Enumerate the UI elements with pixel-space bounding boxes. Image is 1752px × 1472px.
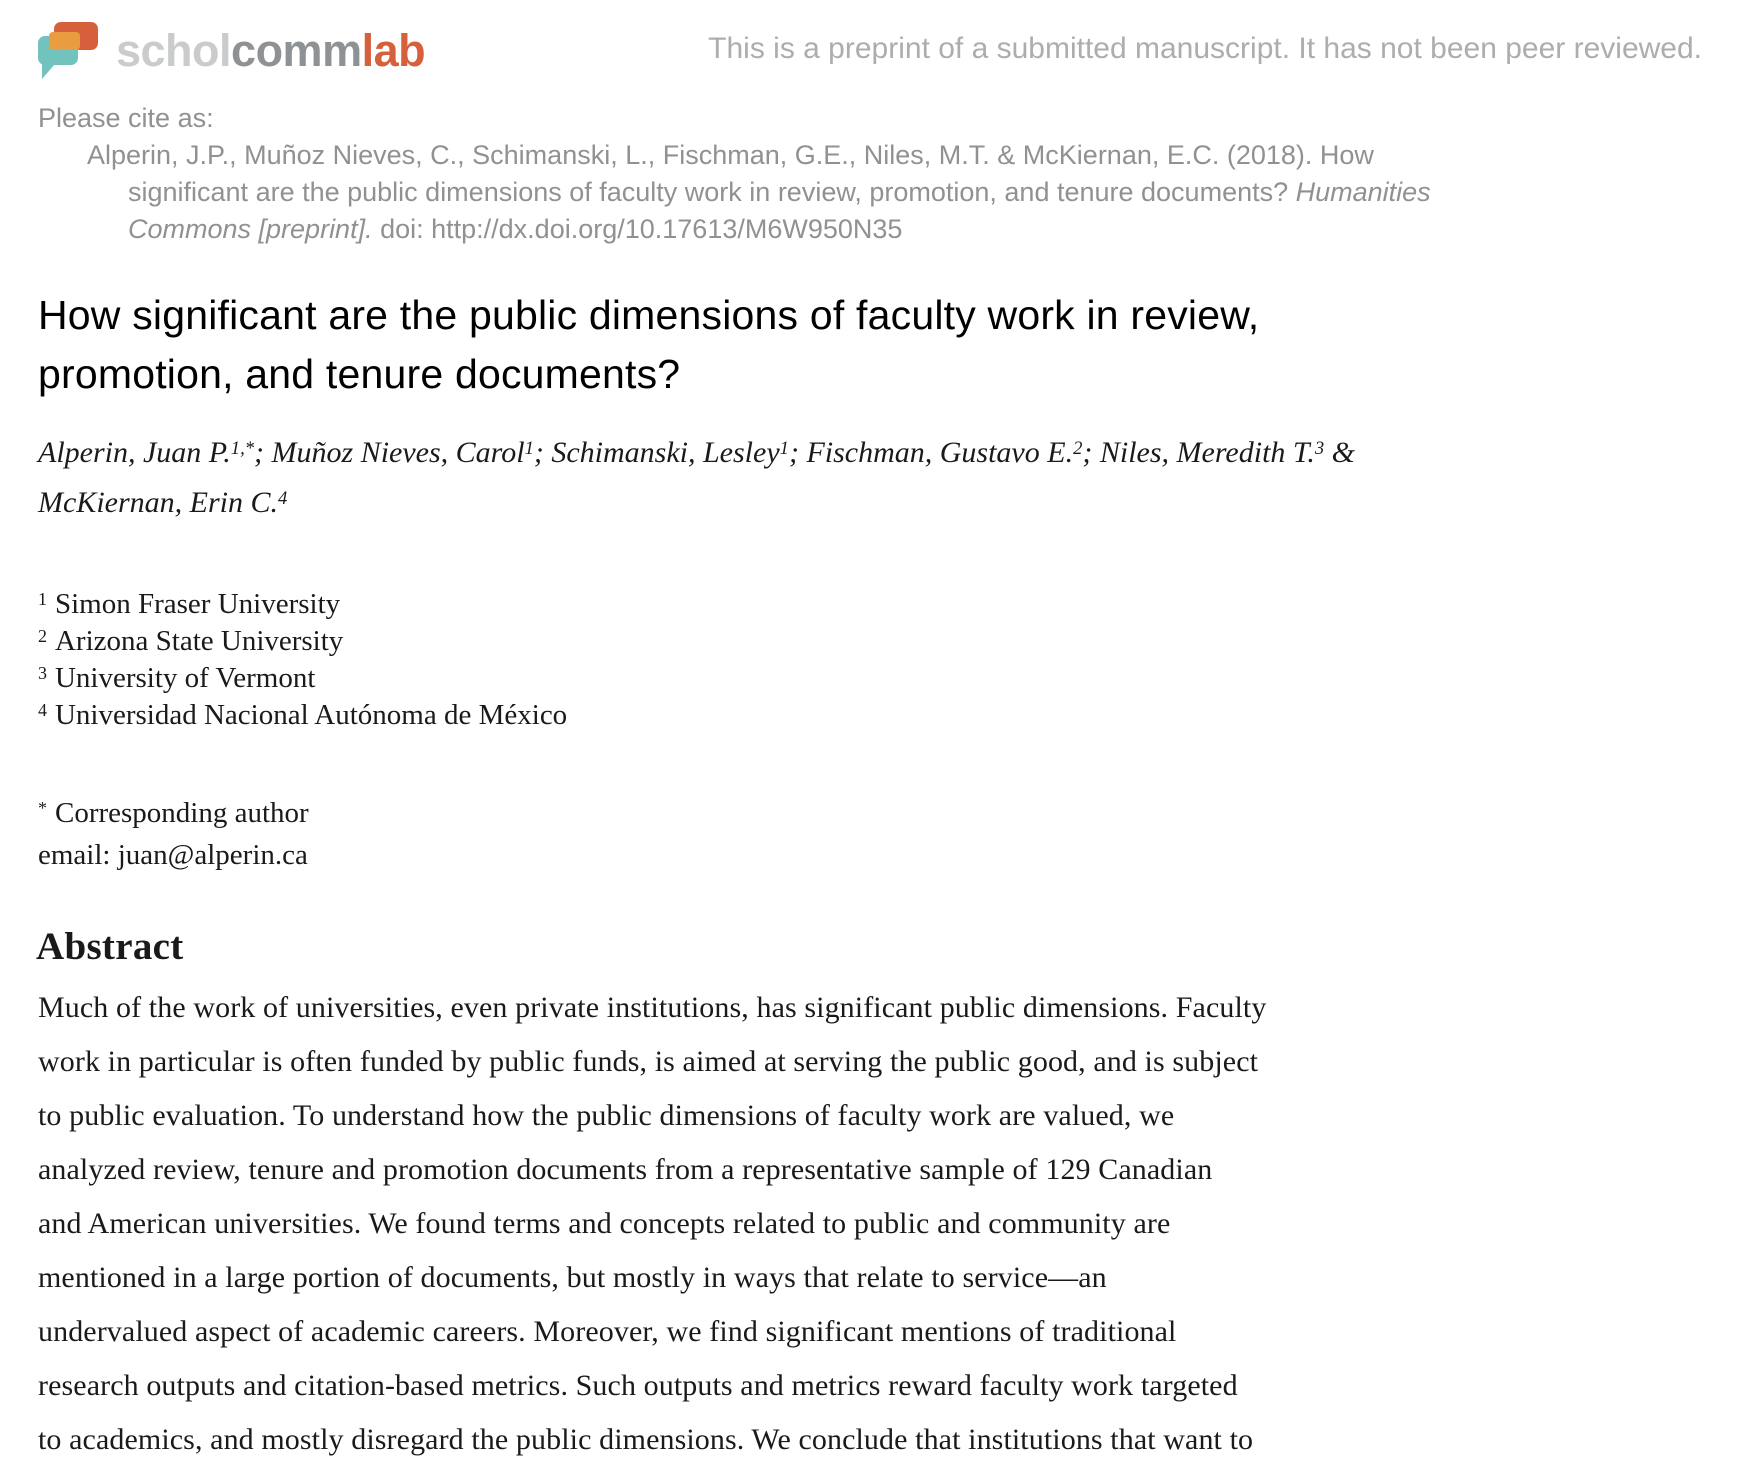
logo-wordmark: [116, 20, 425, 82]
abstract-line: research outputs and citation-based metrics. Such outputs and metrics reward faculty work targeted: [38, 1369, 1238, 1402]
author-name: Niles, Meredith T.: [1099, 436, 1315, 469]
corresponding-author-line: [38, 792, 1712, 834]
citation-doi: doi: http://dx.doi.org/10.17613/M6W950N35: [372, 214, 903, 244]
author-name: Muñoz Nieves, Carol: [271, 436, 525, 469]
author-name: Alperin, Juan P.: [38, 436, 231, 469]
abstract-line: analyzed review, tenure and promotion documents from a representative sample of 129 Canadian: [38, 1153, 1213, 1186]
author-superscript: 4: [278, 487, 288, 509]
corresponding-author-label: Corresponding author: [54, 797, 309, 829]
author-name: McKiernan, Erin C.: [38, 486, 278, 519]
preprint-notice: This is a preprint of a submitted manuscript. It has not been peer reviewed.: [708, 32, 1702, 65]
author-name: Schimanski, Lesley: [551, 436, 780, 469]
speech-bubble-tail-icon: [42, 64, 55, 79]
affiliation-name: Simon Fraser University: [54, 588, 341, 620]
abstract-line: to academics, and mostly disregard the public dimensions. We conclude that institutions that want to: [38, 1423, 1254, 1456]
citation-line: [128, 211, 1712, 248]
affiliation-name: Arizona State University: [54, 625, 344, 657]
citation-block: [38, 100, 1712, 248]
abstract-line: and American universities. We found terms and concepts related to public and community are: [38, 1207, 1171, 1240]
citation-line2-italic: Humanities: [1295, 177, 1431, 207]
abstract-line: work in particular is often funded by public funds, is aimed at serving the public good, and is subject: [38, 1045, 1259, 1078]
author-separator: ;: [533, 436, 552, 469]
author-superscript: 2: [1073, 437, 1083, 459]
author-separator: &: [1324, 436, 1355, 469]
abstract-line: undervalued aspect of academic careers. Moreover, we find significant mentions of traditional: [38, 1315, 1177, 1348]
chat-bubbles-icon: [38, 20, 100, 86]
affiliation-name: University of Vermont: [54, 662, 316, 694]
speech-bubble-inner-icon: [49, 32, 80, 50]
affiliation-row: [38, 660, 1712, 697]
affiliation-list: [38, 586, 1712, 734]
citation-line2-regular: significant are the public dimensions of faculty work in review, promotion, and tenure documents?: [128, 177, 1296, 207]
author-list: [38, 428, 1572, 528]
abstract-heading: Abstract: [36, 925, 184, 968]
affiliation-row: [38, 697, 1712, 734]
scholcommlab-logo: [38, 20, 425, 86]
page-title: [38, 286, 1712, 404]
author-superscript: 1: [779, 437, 789, 459]
affiliation-superscript: 1: [38, 588, 47, 609]
corresponding-author-block: [38, 792, 1712, 876]
author-separator: ;: [788, 436, 807, 469]
abstract-line: Much of the work of universities, even private institutions, has significant public dimensions. Faculty: [38, 991, 1267, 1024]
author-superscript: 1: [524, 437, 534, 459]
title-line: How significant are the public dimensions of faculty work in review,: [38, 292, 1260, 338]
citation-label: Please cite as:: [38, 103, 214, 133]
citation-line: [128, 174, 1712, 211]
abstract-line: to public evaluation. To understand how the public dimensions of faculty work are valued, we: [38, 1099, 1175, 1132]
affiliation-row: [38, 586, 1712, 623]
affiliation-name: Universidad Nacional Autónoma de México: [54, 699, 568, 731]
affiliation-superscript: 2: [38, 625, 47, 646]
affiliation-superscript: 3: [38, 662, 47, 683]
affiliation-superscript: 4: [38, 699, 47, 720]
author-superscript: 1,*: [230, 437, 255, 459]
abstract-text: [38, 981, 1712, 1467]
author-separator: ;: [1082, 436, 1100, 469]
citation-line: Alperin, J.P., Muñoz Nieves, C., Schimanski, L., Fischman, G.E., Niles, M.T. & McKiernan, E.C. (2018). How: [87, 140, 1374, 170]
abstract-line: mentioned in a large portion of documents, but mostly in ways that relate to service—an: [38, 1261, 1107, 1294]
page-header: [0, 0, 1752, 86]
title-line: promotion, and tenure documents?: [38, 351, 681, 397]
logo-text-comm: comm: [231, 25, 362, 76]
corresponding-author-asterisk: *: [38, 797, 47, 818]
affiliation-row: [38, 623, 1712, 660]
logo-text-schol: schol: [116, 25, 232, 76]
citation-line3-italic: Commons [preprint].: [128, 214, 373, 244]
author-name: Fischman, Gustavo E.: [806, 436, 1074, 469]
logo-text-lab: lab: [361, 25, 426, 76]
author-separator: ;: [254, 436, 272, 469]
corresponding-author-email: email: juan@alperin.ca: [38, 839, 308, 871]
author-superscript: 3: [1314, 437, 1325, 459]
